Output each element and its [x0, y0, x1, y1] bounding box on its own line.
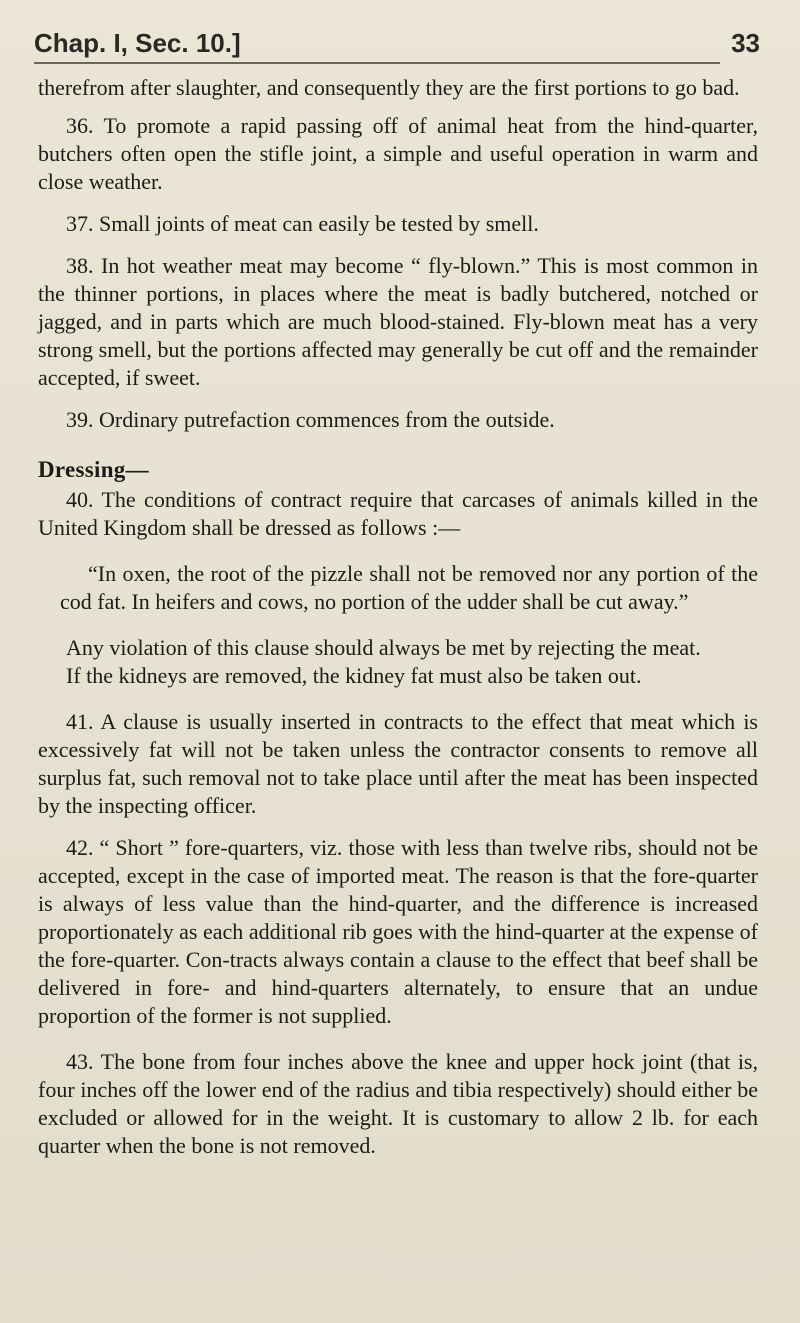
header-rule [34, 62, 720, 64]
paragraph-41: 41. A clause is usually inserted in contracts to the effect that meat which is excessively fat will not be taken unless the contractor consents to remove all surplus fat, such removal not to take place until after the meat has been inspected by the inspecting officer. [38, 709, 758, 818]
paragraph-40: 40. The conditions of contract require that carcases of animals killed in the United Kingdom shall be dressed as follows :— [38, 487, 758, 540]
paragraph-36: 36. To promote a rapid passing off of animal heat from the hind-quarter, butchers often open the stifle joint, a simple and useful operation in warm and close weather. [38, 113, 758, 194]
paragraph-continued: therefrom after slaughter, and consequently they are the first portions to go bad. [38, 75, 740, 100]
paragraph-37: 37. Small joints of meat can easily be tested by smell. [66, 211, 539, 236]
paragraph-42: 42. “ Short ” fore-quarters, viz. those with less than twelve ribs, should not be accepted, except in the case of imported meat. The reason is that the fore-quarter is always of less value than the hind-quarter, and the difference is increased proportionately as each additional rib goes with the hind-quarter at the expense of the fore-quarter. Con-tracts always contain a clause to the effect that beef shall be delivered in fore- and hind-quarters alternately, to ensure that an undue proportion of the former is not supplied. [38, 835, 758, 1028]
chapter-section-label: Chap. I, Sec. 10.] [34, 28, 241, 58]
paragraph-kidneys: If the kidneys are removed, the kidney fat must also be taken out. [66, 663, 642, 688]
paragraph-39: 39. Ordinary putrefaction commences from the outside. [66, 407, 555, 432]
paragraph-violation: Any violation of this clause should always be met by rejecting the meat. [66, 635, 701, 660]
paragraph-38: 38. In hot weather meat may become “ fly-blown.” This is most common in the thinner portions, in places where the meat is badly butchered, notched or jagged, and in parts which are much blood-stained. Fly-blown meat has a very strong smell, but the portions affected may generally be cut off and the remainder accepted, if sweet. [38, 253, 758, 390]
body-text [38, 74, 758, 1160]
page-number: 33 [731, 28, 760, 58]
paragraph-43: 43. The bone from four inches above the knee and upper hock joint (that is, four inches off the lower end of the radius and tibia respectively) should either be excluded or allowed for in the weight. It is customary to allow 2 lb. for each quarter when the bone is not removed. [38, 1049, 758, 1158]
running-head [34, 16, 764, 64]
section-heading-dressing: Dressing— [38, 457, 149, 482]
contract-quote: “In oxen, the root of the pizzle shall not be removed nor any portion of the cod fat. In heifers and cows, no portion of the udder shall be cut away.” [60, 561, 758, 614]
